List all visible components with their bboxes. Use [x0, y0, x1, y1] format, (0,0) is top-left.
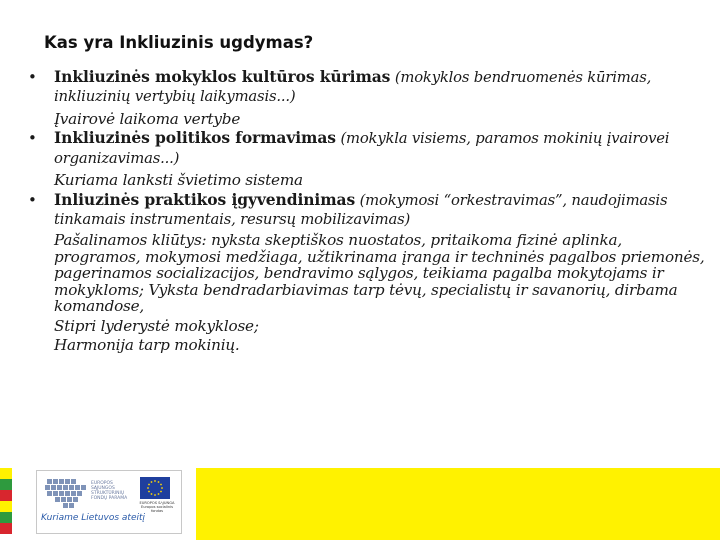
footer-yellow-bar [196, 468, 720, 540]
bullet-note: (mokymosi “orkestravimas”, naudojimasis tinkamais instrumentais, resursų mobilizavimas) [54, 191, 668, 229]
bullet-heading: Inliuzinės praktikos įgyvendinimas [54, 189, 356, 209]
bullet-sub-text: Kuriama lanksti švietimo sistema [54, 171, 303, 190]
green-strip [0, 512, 12, 523]
bullet-heading: Inkliuzinės politikos formavimas [54, 128, 336, 148]
bullet-heading: Inkliuzinės mokyklos kultūros kūrimas [54, 67, 391, 86]
funding-logo [36, 470, 182, 534]
yellow-strip [0, 501, 12, 512]
logo-caption: EUROPOS SĄJUNGOS STRUKTŪRINIŲ FONDŲ PARAMA [91, 481, 128, 501]
page-title: Kas yra Inkliuzinis ugdymas? [44, 33, 314, 52]
bullet-dot: • [28, 68, 37, 86]
eu-flag-icon [140, 477, 170, 499]
bullet-dot: • [28, 129, 37, 148]
green-strip [0, 479, 12, 490]
bullet-sub-text: Stipri lyderystė mokyklose; [54, 316, 259, 335]
bullet-note: (mokykla visiems, paramos mokinių įvairovei organizavimas...) [54, 130, 670, 167]
bullet-note: (mokyklos bendruomenės kūrimas, inkliuzinių vertybių laikymasis...) [54, 69, 652, 106]
bullet-policy [28, 129, 708, 168]
red-strip [0, 523, 12, 534]
lithuania-map-icon [41, 475, 89, 509]
bullet-sub-text: Įvairovė laikoma vertybe [54, 109, 241, 128]
yellow-strip [0, 468, 12, 479]
bullet-culture [28, 68, 708, 107]
slogan-text: Kuriame Lietuvos ateitį [41, 513, 146, 523]
bullet-sub-text: Harmonija tarp mokinių. [54, 336, 240, 355]
content-list [28, 68, 708, 354]
bullet-dot: • [28, 190, 37, 209]
bullet-practice [28, 191, 708, 230]
bullet-sub-text: Pašalinamos kliūtys: nyksta skeptiškos nuostatos, pritaikoma fizinė aplinka, programos, mokymosi medžiaga, užtikrinama įranga ir techninės pagalbos priemonės, pagerinamos socializacijos, bendravimo sąlygos, teikiama pagalba mokytojams ir mokykloms; Vyksta bendradarbiavimas tarp tėvų, specialistų ir savanorių, dirbama komandose, [54, 231, 705, 316]
red-strip [0, 490, 12, 501]
eu-caption: EUROPOS SĄJUNGA Europos socialinis fondas [139, 501, 175, 513]
